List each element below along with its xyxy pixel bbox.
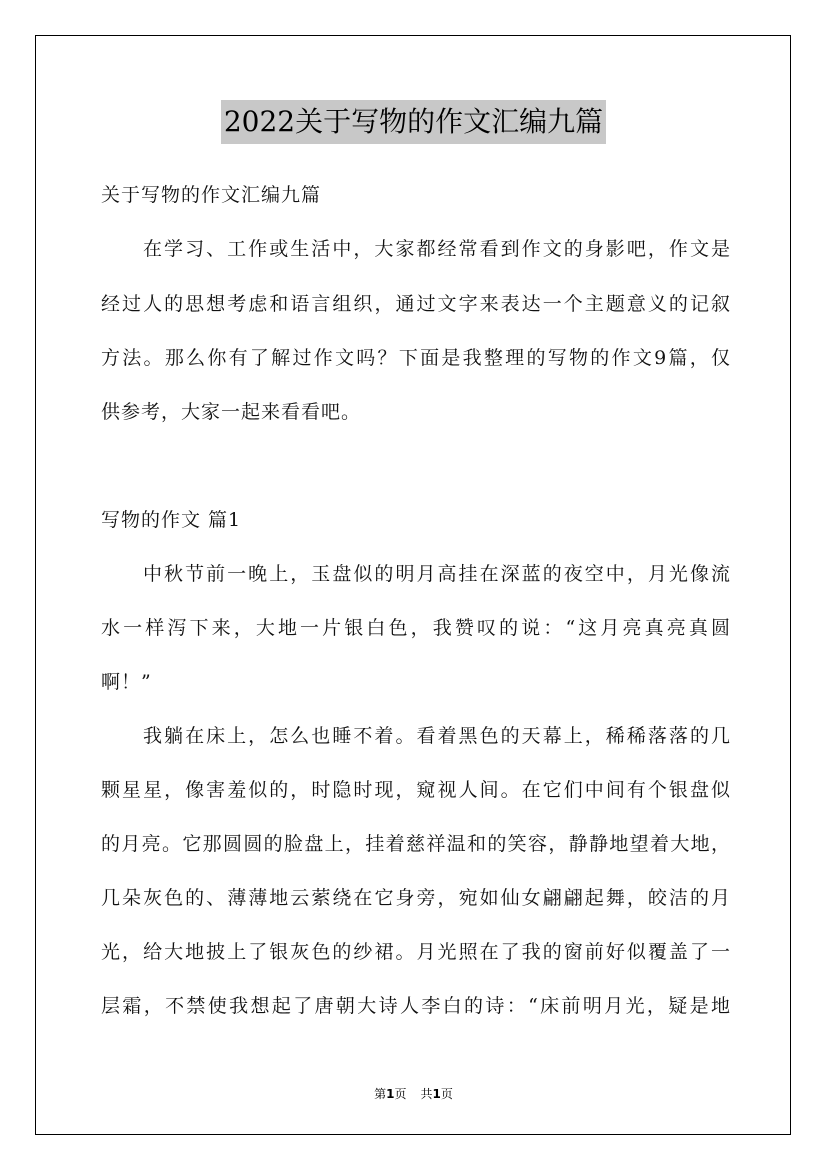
paragraph-line: 几朵灰色的、薄薄地云萦绕在它身旁，宛如仙女翩翩起舞，皎洁的月 <box>101 887 731 909</box>
paragraph-line: 啊！” <box>101 671 152 693</box>
paragraph-line: 水一样泻下来，大地一片银白色，我赞叹的说：“这月亮真亮真圆 <box>101 617 731 639</box>
paragraph-line: 颗星星，像害羞似的，时隐时现，窥视人间。在它们中间有个银盘似 <box>101 779 731 801</box>
paragraph-line: 光，给大地披上了银灰色的纱裙。月光照在了我的窗前好似覆盖了一 <box>101 941 731 963</box>
total-suffix: 页 <box>440 1087 453 1101</box>
page-footer <box>0 1085 827 1102</box>
paragraph-line: 供参考，大家一起来看看吧。 <box>101 401 362 423</box>
essay-heading: 写物的作文 篇1 <box>101 509 242 531</box>
paragraph-line: 方法。那么你有了解过作文吗？下面是我整理的写物的作文9篇，仅 <box>101 347 731 369</box>
paragraph-line: 层霜，不禁使我想起了唐朝大诗人李白的诗：“床前明月光，疑是地 <box>101 995 731 1017</box>
total-pages: 1 <box>432 1087 441 1101</box>
paragraph-line: 中秋节前一晚上，玉盘似的明月高挂在深蓝的夜空中，月光像流 <box>143 563 731 585</box>
total-prefix: 共 <box>420 1087 433 1101</box>
page-prefix: 第 <box>374 1087 387 1101</box>
section-heading: 关于写物的作文汇编九篇 <box>101 184 322 206</box>
document-title: 2022关于写物的作文汇编九篇 <box>221 100 606 144</box>
paragraph-line: 经过人的思想考虑和语言组织，通过文字来表达一个主题意义的记叙 <box>101 293 731 315</box>
page-current: 1 <box>386 1087 395 1101</box>
paragraph-line: 在学习、工作或生活中，大家都经常看到作文的身影吧，作文是 <box>143 238 731 260</box>
page-suffix: 页 <box>394 1087 407 1101</box>
paragraph-line: 我躺在床上，怎么也睡不着。看着黑色的天幕上，稀稀落落的几 <box>143 725 731 747</box>
paragraph-line: 的月亮。它那圆圆的脸盘上，挂着慈祥温和的笑容，静静地望着大地， <box>101 833 731 855</box>
document-body <box>101 0 741 1170</box>
